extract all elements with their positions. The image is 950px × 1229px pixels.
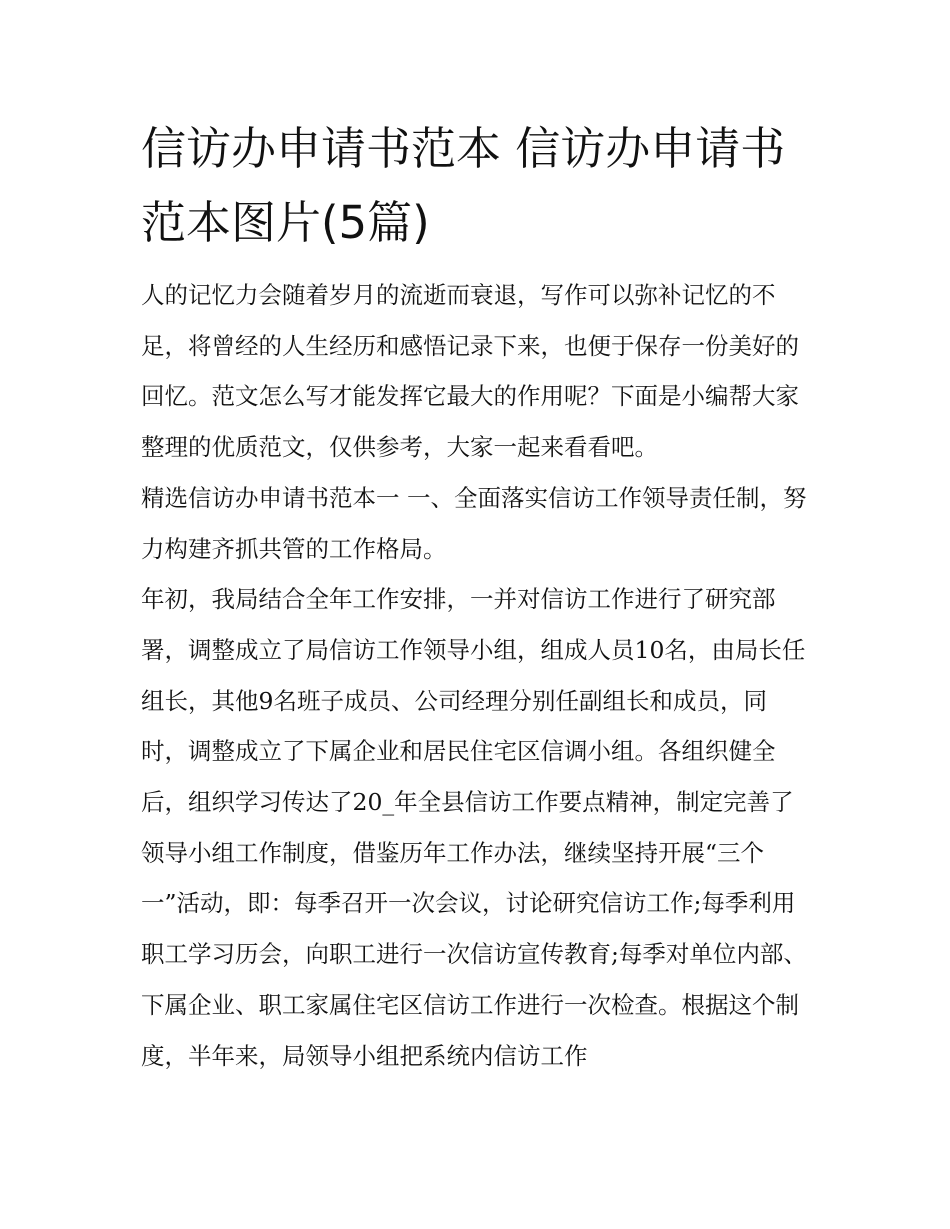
- paragraph-intro: 人的记忆力会随着岁月的流逝而衰退，写作可以弥补记忆的不足，将曾经的人生经历和感悟记录下来，也便于保存一份美好的回忆。范文怎么写才能发挥它最大的作用呢？下面是小编帮大家整理的优质范文，仅供参考，大家一起来看看吧。: [141, 281, 799, 462]
- document-body: [141, 270, 813, 1081]
- paragraph-main: 年初，我局结合全年工作安排，一并对信访工作进行了研究部署，调整成立了局信访工作领导小组，组成人员10名，由局长任组长，其他9名班子成员、公司经理分别任副组长和成员，同时，调整成立了下属企业和居民住宅区信调小组。各组织健全后，组织学习传达了20_年全县信访工作要点精神，制定完善了领导小组工作制度，借鉴历年工作办法，继续坚持开展“三个一”活动，即：每季召开一次会议，讨论研究信访工作;每季利用职工学习历会，向职工进行一次信访宣传教育;每季对单位内部、下属企业、职工家属住宅区信访工作进行一次检查。根据这个制度，半年来，局领导小组把系统内信访工作: [141, 585, 807, 1070]
- document-title: 信访办申请书范本 信访办申请书范本图片(5篇): [141, 122, 786, 249]
- paragraph-section-heading: 精选信访办申请书范本一 一、全面落实信访工作领导责任制，努力构建齐抓共管的工作格局。: [141, 483, 807, 563]
- document-content: [141, 112, 813, 1081]
